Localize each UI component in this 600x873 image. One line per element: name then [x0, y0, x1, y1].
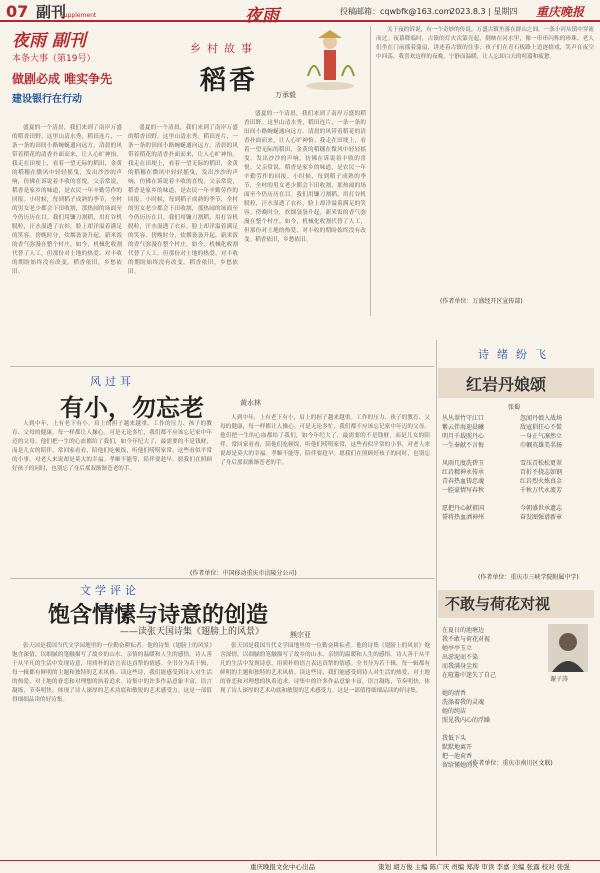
poem-line: 风雨几度洗碧玉 [442, 460, 485, 467]
banner-title: 夜雨 副刊 [12, 31, 86, 51]
article1-category: 乡村故事 [190, 42, 258, 55]
poem-line: 我低下头 [442, 735, 467, 742]
poem-line: 她的纯洁 [442, 708, 467, 715]
poem-line: 默默地离开 [442, 744, 473, 751]
banner-subtitle: 本条大事（第19号） [12, 54, 96, 64]
article3-body-col2: 张天国是我国当代文学园地里的一位勤奋耕耘者。他的诗集《翅膀上的风景》饱含深情，以细腻的笔触描写了故乡的山水、亲情的温暖和人生的感悟。诗人善于从平凡的生活中发现诗意，用质朴的语言表达真挚的情感。全书分为若干辑，每一辑都有鲜明的主题和独特的艺术风格。读这些诗，我们能感受到诗人对生活的热爱、对土地的眷恋和对理想的执着追求。诗集中的许多作品意象丰富，语言凝练，节奏明快，体现了诗人深厚的艺术功底和敏锐的艺术感受力。这是一部值得细细品读的好诗集。 [220, 643, 430, 694]
poem-line: 在夏日的池塘边 [442, 627, 485, 634]
poem-line: 紫云伴海迎晨曦 [442, 424, 485, 431]
newspaper-logo: 重庆晚报 [536, 5, 585, 19]
poem-line: 一生奉献不言悔 [442, 442, 485, 449]
poem-line: 洗涤着我的灵魂 [442, 699, 485, 706]
poem-line [520, 495, 596, 504]
poem-line: 巾帼英雄美名扬 [520, 442, 563, 449]
poem-line: 红岩烈火炼真金 [520, 478, 563, 485]
footer-organization: 重庆晚报文化中心出品 [250, 863, 315, 871]
poem-line: 愿把丹心献祖国 [442, 505, 485, 512]
page-header [0, 0, 600, 26]
poem-line: 一身正气凛然立 [520, 433, 563, 440]
issue-date: 2023.8.3 | 星期四 [450, 7, 518, 16]
article3-body-col1: 张天国是我国当代文学园地里的一位勤奋耕耘者。他的诗集《翅膀上的风景》饱含深情，以细腻的笔触描写了故乡的山水、亲情的温暖和人生的感悟。诗人善于从平凡的生活中发现诗意，用质朴的语言表达真挚的情感。全书分为若干辑，每一辑都有鲜明的主题和独特的艺术风格。读这些诗，我们能感受到诗人对生活的热爱、对土地的眷恋和对理想的执着追求。诗集中的许多作品意象丰富，语言凝练，节奏明快，体现了诗人深厚的艺术功底和敏锐的艺术感受力。这是一部值得细细品读的好诗集。 [12, 643, 212, 703]
footer-staff: 策划 胡万俊 主编 陈广庆 责编 郑涛 审读 李嘉 美编 张露 校对 张强 [378, 863, 570, 871]
banner-slogan-secondary: 建设银行在行动 [12, 94, 82, 105]
page-footer [0, 860, 600, 873]
article3-subtitle: ——读张天国诗集《翅膀上的风景》 [120, 627, 265, 637]
article2-credit: (作者单位：中国移动重庆市涪陵分公司) [190, 570, 297, 577]
column-banner [12, 26, 122, 118]
sidebar-essay-credit: (作者单位：万盛经开区宣传部) [440, 298, 523, 305]
poem-line: 出淤泥而不染 [442, 654, 479, 661]
article1-author: 万承毅 [275, 91, 296, 99]
poem-line: 而我满身尘埃 [442, 663, 479, 670]
article1-body-col3: 盛夏的一个清晨，我们来到了南岸万盛的稻香田野。这里山清水秀，稻田连片，一条一条的田间小路蜿蜒通向远方。清晨的风带着稻花的清香扑面而来，让人心旷神怡。我走在田埂上，看着一望无际的稻田，金黄的稻穗在微风中轻轻摇曳，发出沙沙的声响，仿佛在诉说着丰收的喜悦。父亲常说，稻香是家乡的味道，是农民一年辛勤劳作的回报。小时候，每到稻子成熟的季节，全村的男女老少都会下田收割，那热闹的场面至今仍历历在目。我们用镰刀割稻，用打谷机脱粒，汗水湿透了衣衫，脸上却洋溢着满足的笑容。傍晚时分，炊烟袅袅升起，新米饭的香气弥漫在整个村庄。如今，机械化收割代替了人工，但那份对土地的热爱、对丰收的期盼始终没有改变。稻香依旧，乡愁依旧。 [244, 111, 366, 243]
poem-line: 丛丛翠竹守江口 [442, 415, 485, 422]
poem-line: 千秋万代永流芳 [520, 487, 563, 494]
author-portrait-icon [548, 624, 588, 672]
poem-line [442, 680, 542, 689]
column-divider [370, 26, 371, 316]
article1-body-col1: 盛夏的一个清晨，我们来到了南岸万盛的稻香田野。这里山清水秀，稻田连片，一条一条的田间小路蜿蜒通向远方。清晨的风带着稻花的清香扑面而来，让人心旷神怡。我走在田埂上，看着一望无际的稻田，金黄的稻穗在微风中轻轻摇曳，发出沙沙的声响，仿佛在诉说着丰收的喜悦。父亲常说，稻香是家乡的味道，是农民一年辛勤劳作的回报。小时候，每到稻子成熟的季节，全村的男女老少都会下田收割，那热闹的场面至今仍历历在目。我们用镰刀割稻，用打谷机脱粒，汗水湿透了衣衫，脸上却洋溢着满足的笑容。傍晚时分，炊烟袅袅升起，新米饭的香气弥漫在整个村庄。如今，机械化收割代替了人工，但那份对土地的热爱、对丰收的期盼始终没有改变。稻香依旧，乡愁依旧。 [12, 125, 122, 275]
poem-line [442, 495, 518, 504]
poem-line: 她亭亭玉立 [442, 645, 473, 652]
article2-body-col2: 人到中年，上有老下有小，肩上的担子越来越重。工作的压力、孩子的教育、父母的健康，每一样都让人操心。可是无论多忙，我们都不应该忘记家中年迈的父母。他们把一生的心血都给了我们，如今年纪大了，最需要的不是钱财，而是儿女的陪伴。常回家看看，陪他们吃顿饭，听他们唠唠家常，这些看似平常的小事，对老人来说却是莫大的幸福。孝顺不能等，陪伴要趁早。愿我们在照顾好孩子的同时，也别忘了身后那双渐渐苍老的手。 [220, 415, 430, 466]
sidebar-essay-body: 关于夜的诉说，有一个奇妙的传说。万盛古镇坐落在群山之间，一条小河从镇中穿流而过。夜幕降临时，古镇的灯火次第亮起，倒映在河水里，像一串串闪烁的珍珠。老人们坐在门前摇着蒲扇，讲述着古镇的往事；孩子们在青石板路上追逐嬉戏，笑声在夜空中回荡。我喜欢这样的夜晚，宁静而温暖，让人忘却白天的喧嚣和疲惫。 [376, 27, 594, 60]
submission-email: 投稿邮箱：cqwbfk@163.com [340, 7, 452, 16]
section-divider [10, 366, 434, 367]
article2-title: 有小，勿忘老 [60, 393, 204, 422]
article1-title: 稻香 [200, 66, 259, 96]
article2-body-col1: 人到中年，上有老下有小，肩上的担子越来越重。工作的压力、孩子的教育、父母的健康，每一样都让人操心。可是无论多忙，我们都不应该忘记家中年迈的父母。他们把一生的心血都给了我们，如今年纪大了，最需要的不是钱财，而是儿女的陪伴。常回家看看，陪他们吃顿饭，听他们唠唠家常，这些看似平常的小事，对老人来说却是莫大的幸福。孝顺不能等，陪伴要趁早。愿我们在照顾好孩子的同时，也别忘了身后那双渐渐苍老的手。 [12, 421, 212, 472]
poem-line [442, 725, 542, 734]
poem-line: 百折不挠志如钢 [520, 469, 563, 476]
article2-author: 黄水林 [240, 399, 261, 407]
page-number: 07 [6, 2, 29, 21]
poem-line: 我不敢与荷花对视 [442, 636, 491, 643]
poem-line: 红岩精神永传承 [442, 469, 485, 476]
article2-category: 风过耳 [90, 375, 135, 388]
poem-line: 青春热血铸忠魂 [442, 478, 485, 485]
poem-line: 她的清香 [442, 690, 467, 697]
poem-line: 今朝盛世承遗志 [520, 505, 563, 512]
column-divider [436, 340, 437, 856]
poem1-author: 张蜀 [508, 404, 521, 411]
poem-line: 一腔豪情写春秋 [442, 487, 485, 494]
poem1-left-column [442, 414, 518, 522]
poem-line: 奋发图强谱新章 [520, 514, 563, 521]
poem1-right-column [520, 414, 596, 522]
poem-line [442, 450, 518, 459]
poem1-title: 红岩丹娘颂 [466, 375, 547, 394]
poem-line: 照见我内心的浮躁 [442, 717, 491, 724]
poem1-credit: (作者单位：重庆市三峡学院附属中学) [478, 574, 579, 581]
banner-slogan: 做剧必成 唯实争先 [12, 72, 113, 86]
poem-line: 雪压青松松更翠 [520, 460, 563, 467]
poem-line [520, 450, 596, 459]
article1-body-col2: 盛夏的一个清晨，我们来到了南岸万盛的稻香田野。这里山清水秀，稻田连片，一条一条的田间小路蜿蜒通向远方。清晨的风带着稻花的清香扑面而来，让人心旷神怡。我走在田埂上，看着一望无际的稻田，金黄的稻穗在微风中轻轻摇曳，发出沙沙的声响，仿佛在诉说着丰收的喜悦。父亲常说，稻香是家乡的味道，是农民一年辛勤劳作的回报。小时候，每到稻子成熟的季节，全村的男女老少都会下田收割，那热闹的场面至今仍历历在目。我们用镰刀割稻，用打谷机脱粒，汗水湿透了衣衫，脸上却洋溢着满足的笑容。傍晚时分，炊烟袅袅升起，新米饭的香气弥漫在整个村庄。如今，机械化收割代替了人工，但那份对土地的热爱、对丰收的期盼始终没有改变。稻香依旧，乡愁依旧。 [128, 125, 238, 275]
section-name: 副刊 [36, 3, 67, 21]
poem2-title: 不敢与荷花对视 [445, 595, 551, 613]
poem-line: 留给懂她的人 [442, 762, 479, 769]
poem-line: 把一池荷香 [442, 753, 473, 760]
article3-category: 文学评论 [80, 584, 140, 597]
poem-line: 敌寇猖狂心不慌 [520, 424, 563, 431]
article3-author: 熊宗亚 [290, 631, 311, 639]
section-name-en: Supplement [60, 12, 97, 19]
poem2-lines [442, 626, 542, 770]
poems-category: 诗绪纷飞 [478, 348, 554, 361]
poem-line: 忽闻丹娘入战场 [520, 415, 563, 422]
night-rain-logo: 夜雨 [245, 6, 279, 26]
poem2-author: 谢子涛 [550, 676, 569, 683]
poem-line: 誓将热血洒神州 [442, 514, 485, 521]
section-divider [10, 578, 434, 579]
article3-title: 饱含情愫与诗意的创造 [48, 602, 269, 628]
farmer-illustration-icon [300, 26, 360, 92]
poem2-credit: (作者单位：重庆市南川区文联) [470, 760, 553, 767]
poem-line: 在喧嚣中迷失了自己 [442, 672, 497, 679]
poem-line: 明月千载照丹心 [442, 433, 485, 440]
